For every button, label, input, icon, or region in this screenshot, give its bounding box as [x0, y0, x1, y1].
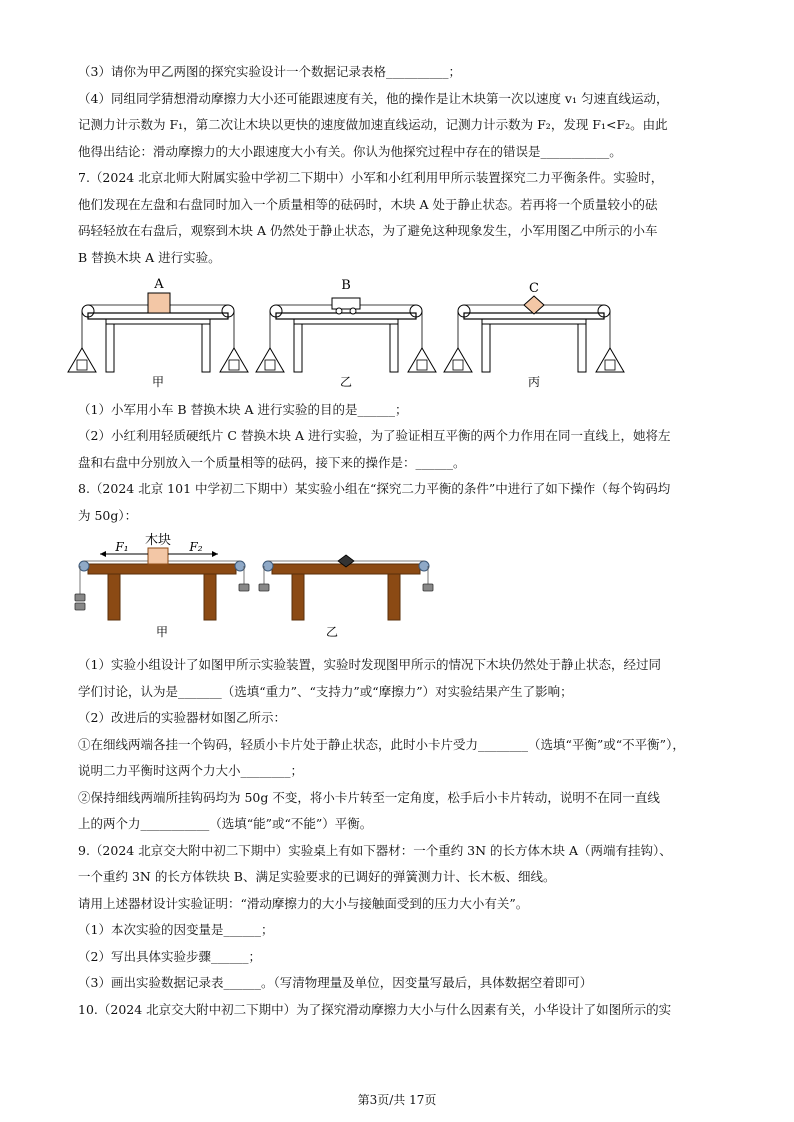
- text-line: 7.（2024 北京北师大附属实验中学初二下期中）小军和小红利用甲所示装置探究二力平衡条件。实验时，: [78, 170, 664, 185]
- label-a: A: [154, 277, 164, 292]
- text-line: （1）实验小组设计了如图甲所示实验装置，实验时发现图甲所示的情况下木块仍然处于静止状态，经过同: [78, 657, 661, 672]
- text-line: （2）写出具体实验步骤______；: [78, 949, 261, 964]
- caption-jia-1: 甲: [151, 375, 165, 389]
- text-line: 请用上述器材设计实验证明：“滑动摩擦力的大小与接触面受到的压力大小有关”。: [78, 896, 529, 911]
- text-line: （2）改进后的实验器材如图乙所示：: [78, 710, 286, 725]
- apparatus-bing: [444, 281, 624, 389]
- figure-two-force-balance-1: [66, 274, 636, 392]
- text-line: ①在细线两端各挂一个钩码，轻质小卡片处于静止状态，此时小卡片受力________（选填“平衡”或“不平衡”），: [78, 737, 685, 752]
- apparatus-yi: [256, 278, 436, 389]
- text-line: 上的两个力___________（选填“能”或“不能”）平衡。: [78, 816, 373, 831]
- text-line: （1）本次实验的因变量是______；: [78, 922, 274, 937]
- apparatus-8-yi: [259, 555, 433, 639]
- label-b: B: [341, 278, 351, 293]
- text-line: 他们发现在左盘和右盘同时加入一个质量相等的砝码时，木块 A 处于静止状态。若再将一个质量较小的砝: [78, 197, 658, 212]
- block-label: 木块: [144, 533, 172, 548]
- text-line: 记测力计示数为 F₁，第二次让木块以更快的速度做加速直线运动，记测力计示数为 F₂，发现 F₁<F₂。由此: [78, 117, 668, 132]
- text-line: 盘和右盘中分别放入一个质量相等的砝码，接下来的操作是：______。: [78, 455, 466, 470]
- text-line: B 替换木块 A 进行实验。: [78, 250, 221, 265]
- caption-bing-1: 丙: [527, 375, 541, 389]
- page-footer: 第3页/共 17页: [357, 1093, 437, 1107]
- apparatus-8-jia: [75, 532, 249, 639]
- f1-label: F₁: [115, 540, 129, 554]
- text-line: 码轻轻放在右盘后，观察到木块 A 仍然处于静止状态，为了避免这种现象发生，小军用图乙中所示的小车: [78, 223, 658, 238]
- f2-label: F₂: [189, 540, 203, 554]
- text-line: ②保持细线两端所挂钩码均为 50g 不变，将小卡片转至一定角度，松手后小卡片转动，说明不在同一直线: [78, 790, 660, 805]
- text-line: 为 50g）：: [78, 508, 138, 523]
- caption-yi-1: 乙: [339, 375, 353, 389]
- text-line: 8.（2024 北京 101 中学初二下期中）某实验小组在“探究二力平衡的条件”中进行了如下操作（每个钩码均: [78, 481, 671, 496]
- text-line: （1）小军用小车 B 替换木块 A 进行实验的目的是______；: [78, 402, 408, 417]
- text-line: 9.（2024 北京交大附中初二下期中）实验桌上有如下器材：一个重约 3N 的长方体木块 A（两端有挂钩）、: [78, 843, 672, 858]
- text-line: （3）请你为甲乙两图的探究实验设计一个数据记录表格__________；: [78, 64, 461, 79]
- text-line: 他得出结论：滑动摩擦力的大小跟速度大小有关。你认为他探究过程中存在的错误是___________。: [78, 144, 622, 159]
- text-line: 学们讨论，认为是_______（选填“重力”、“支持力”或“摩擦力”）对实验结果产生了影响；: [78, 684, 573, 699]
- text-line: （3）画出实验数据记录表______。（写清物理量及单位，因变量写最后，具体数据空着即可）: [78, 975, 593, 990]
- text-line: 一个重约 3N 的长方体铁块 B、满足实验要求的已调好的弹簧测力计、长木板、细线。: [78, 869, 556, 884]
- figure-two-force-balance-2: [66, 528, 436, 640]
- text-line: （4）同组同学猜想滑动摩擦力大小还可能跟速度有关，他的操作是让木块第一次以速度 v₁ 匀速直线运动，: [78, 91, 669, 106]
- label-c: C: [529, 281, 539, 296]
- text-line: （2）小红利用轻质硬纸片 C 替换木块 A 进行实验，为了验证相互平衡的两个力作用在同一直线上，她将左: [78, 428, 671, 443]
- caption-8-yi: 乙: [325, 625, 339, 639]
- caption-8-jia: 甲: [155, 625, 169, 639]
- text-line: 说明二力平衡时这两个力大小________；: [78, 763, 304, 778]
- text-line: 10.（2024 北京交大附中初二下期中）为了探究滑动摩擦力大小与什么因素有关，小华设计了如图所示的实: [78, 1002, 672, 1017]
- apparatus-jia: [68, 277, 248, 389]
